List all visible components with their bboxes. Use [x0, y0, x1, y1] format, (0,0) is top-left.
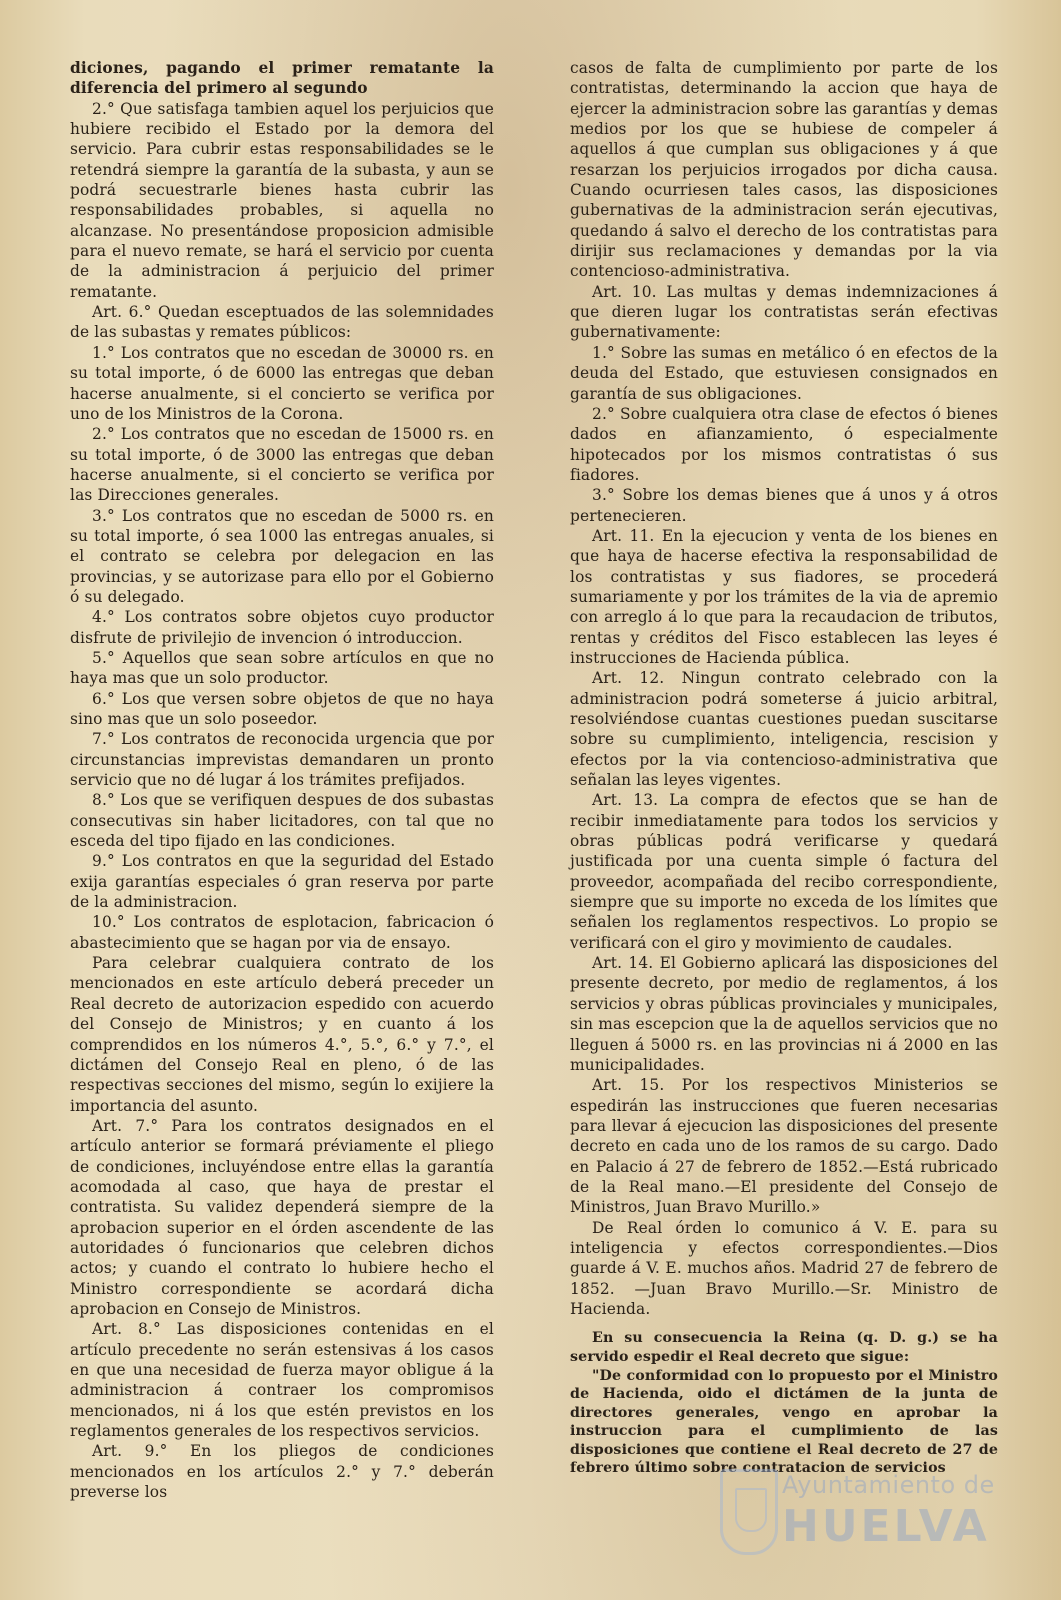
left-column-paragraph: Art. 7.° Para los contratos designados en el artículo anterior se formará préviamente el pliego de condiciones, incluyéndose entre ellas la garantía acomodada al caso, que haya de prestar el contratista. Su validez dependerá siempre de la aprobacion superior en el órden ascendente de las autoridades ó funcionarios que celebren dichos actos; y cuando el contrato lo hubiere hecho el Ministro correspondiente se acordará dicha aprobacion en Consejo de Ministros.	[70, 1116, 494, 1318]
right-column-paragraph: Art. 12. Ningun contrato celebrado con la administracion podrá someterse á juicio arbitral, resolviéndose cuantas cuestiones puedan suscitarse sobre su cumplimiento, inteligencia, rescision y efectos por la via contencioso-administrativa que señalan las leyes vigentes.	[570, 669, 998, 790]
section-gap	[570, 1319, 998, 1329]
right-text-column	[570, 58, 998, 1478]
right-column-paragraph: 2.° Sobre cualquiera otra clase de efectos ó bienes dados en afianzamiento, ó especialmente hipotecados por los mismos contratistas ó sus fiadores.	[570, 404, 998, 484]
right-column-paragraph: En su consecuencia la Reina (q. D. g.) se ha servido espedir el Real decreto que sigue:	[570, 1330, 998, 1365]
right-column-paragraph: 3.° Sobre los demas bienes que á unos y á otros pertenecieren.	[570, 486, 998, 525]
left-column-paragraph: diciones, pagando el primer rematante la diferencia del primero al segundo	[70, 59, 494, 98]
right-column-paragraph: Art. 10. Las multas y demas indemnizaciones á que dieren lugar los contratistas serán efectivas gubernativamente:	[570, 282, 998, 342]
left-column-paragraph: Art. 9.° En los pliegos de condiciones mencionados en los artículos 2.° y 7.° deberán preverse los	[70, 1442, 494, 1502]
left-column-paragraph: 6.° Los que versen sobre objetos de que no haya sino mas que un solo poseedor.	[70, 689, 494, 728]
watermark-line1: Ayuntamiento de	[782, 1471, 995, 1499]
right-column-paragraph: Art. 11. En la ejecucion y venta de los bienes en que haya de hacerse efectiva la responsabilidad de los contratistas y sus fiadores, se procederá sumariamente y por los trámites de la via de apremio con arreglo á lo que para la recaudacion de tributos, rentas y créditos del Fisco establecen las leyes é instrucciones de Hacienda pública.	[570, 526, 998, 667]
left-column-paragraph: Art. 8.° Las disposiciones contenidas en el artículo precedente no serán estensivas á los casos en que una necesidad de fuerza mayor obligue á la administracion á contraer los compromisos mencionados, ni á los que estén previstos en los reglamentos generales de los respectivos servicios.	[70, 1320, 494, 1441]
left-column-paragraph: 10.° Los contratos de esplotacion, fabricacion ó abastecimiento que se hagan por via de ensayo.	[70, 913, 494, 952]
right-column-paragraph: Art. 15. Por los respectivos Ministerios se espedirán las instrucciones que fueren necesarias para llevar á ejecucion las disposiciones del presente decreto en cada uno de los ramos de su cargo. Dado en Palacio á 27 de febrero de 1852.—Está rubricado de la Real mano.—El presidente del Consejo de Ministros, Juan Bravo Murillo.»	[570, 1076, 998, 1217]
left-column-paragraph: Para celebrar cualquiera contrato de los mencionados en este artículo deberá preceder un Real decreto de autorizacion espedido con acuerdo del Consejo de Ministros; y en cuanto á los comprendidos en los números 4.°, 5.°, 6.° y 7.°, el dictámen del Consejo Real en pleno, ó de las respectivas secciones del mismo, según lo exijiere la importancia del asunto.	[70, 954, 494, 1115]
right-column-paragraph: De Real órden lo comunico á V. E. para su inteligencia y efectos correspondientes.—Dios guarde á V. E. muchos años. Madrid 27 de febrero de 1852. —Juan Bravo Murillo.—Sr. Ministro de Hacienda.	[570, 1218, 998, 1318]
left-column-paragraph: 3.° Los contratos que no escedan de 5000 rs. en su total importe, ó sea 1000 las entregas anuales, si el contrato se celebra por delegacion en las provincias, y se autorizase para ello por el Gobierno ó su delegado.	[70, 506, 494, 606]
right-column-paragraph: Art. 14. El Gobierno aplicará las disposiciones del presente decreto, por medio de reglamentos, á los servicios y obras públicas provinciales y municipales, sin mas escepcion que la de aquellos servicios que no lleguen á 5000 rs. en las provincias ni á 2000 en las municipalidades.	[570, 954, 998, 1074]
watermark-line2: HUELVA	[782, 1501, 990, 1552]
right-column-paragraph: 1.° Sobre las sumas en metálico ó en efectos de la deuda del Estado, que estuviesen consignados en garantía de sus obligaciones.	[570, 343, 998, 403]
left-column-paragraph: 5.° Aquellos que sean sobre artículos en que no haya mas que un solo productor.	[70, 648, 494, 688]
left-text-column	[70, 58, 494, 1502]
right-column-paragraph: casos de falta de cumplimiento por parte de los contratistas, determinando la accion que haya de ejercer la administracion sobre las garantías y demas medios por los que se hubiese de compeler á aquellos á que cumplan sus obligaciones y á que resarzan los perjuicios irrogados por dicha causa. Cuando ocurriesen tales casos, las disposiciones gubernativas de la administracion serán ejecutivas, quedando á salvo el derecho de los contratistas para dirijir sus reclamaciones y demandas por la via contencioso-administrativa.	[570, 59, 998, 281]
left-column-paragraph: 8.° Los que se verifiquen despues de dos subastas consecutivas sin haber licitadores, con tal que no esceda del tipo fijado en las condiciones.	[70, 791, 494, 851]
right-column-paragraph: Art. 13. La compra de efectos que se han de recibir inmediatamente para todos los servicios y obras públicas podrá verificarse y quedará justificada por una cuenta simple ó factura del proveedor, acompañada del recibo correspondiente, siempre que su importe no exceda de los límites que señalen los reglamentos respectivos. Lo propio se verificará con el giro y movimiento de caudales.	[570, 791, 998, 952]
right-column-paragraph: "De conformidad con lo propuesto por el Ministro de Hacienda, oido el dictámen de la junta de directores generales, vengo en aprobar la instruccion para el cumplimiento de las disposiciones que contiene el Real decreto de 27 de febrero último sobre contratacion de servicios	[570, 1367, 998, 1477]
left-column-paragraph: 2.° Que satisfaga tambien aquel los perjuicios que hubiere recibido el Estado por la demora del servicio. Para cubrir estas responsabilidades se le retendrá siempre la garantía de la subasta, y aun se podrá secuestrarle bienes hasta cubrir las responsabilidades probables, si aquella no alcanzase. No presentándose proposicion admisible para el nuevo remate, se hará el servicio por cuenta de la administracion á perjuicio del primer rematante.	[70, 99, 494, 301]
left-column-paragraph: 2.° Los contratos que no escedan de 15000 rs. en su total importe, ó de 3000 las entregas que deban hacerse anualmente, si el concierto se verifica por las Direcciones generales.	[70, 425, 494, 505]
left-column-paragraph: 7.° Los contratos de reconocida urgencia que por circunstancias imprevistas demandaren un pronto servicio que no dé lugar á los trámites prefijados.	[70, 730, 494, 790]
archive-watermark	[720, 1465, 1020, 1575]
left-column-paragraph: 4.° Los contratos sobre objetos cuyo productor disfrute de privilejio de invencion ó introduccion.	[70, 608, 494, 647]
left-column-paragraph: 1.° Los contratos que no escedan de 30000 rs. en su total importe, ó de 6000 las entregas que deban hacerse anualmente, si el concierto se verifica por uno de los Ministros de la Corona.	[70, 343, 494, 423]
left-column-paragraph: 9.° Los contratos en que la seguridad del Estado exija garantías especiales ó gran reserva por parte de la administracion.	[70, 852, 494, 912]
coat-of-arms-icon	[720, 1469, 778, 1555]
left-column-paragraph: Art. 6.° Quedan esceptuados de las solemnidades de las subastas y remates públicos:	[70, 303, 494, 342]
